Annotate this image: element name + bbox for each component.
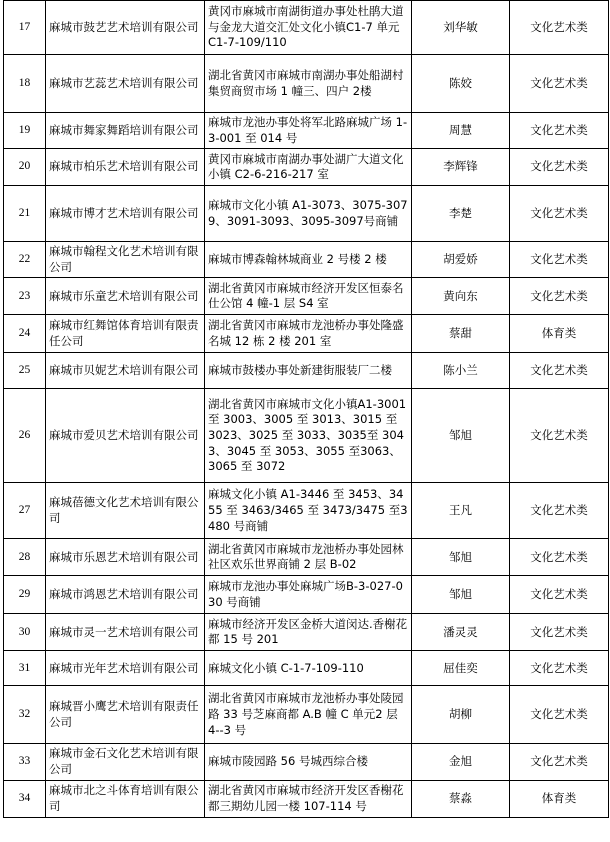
- table-row: [4, 744, 609, 780]
- table-row: [4, 113, 609, 149]
- legal-person: 李辉锋: [412, 149, 510, 186]
- row-number: 21: [4, 186, 46, 242]
- org-name: 麻城市乐童艺术培训有限公司: [46, 278, 205, 315]
- org-name: 麻城市光年艺术培训有限公司: [46, 651, 205, 686]
- legal-person: 邹旭: [412, 389, 510, 483]
- org-name: 麻城市博才艺术培训有限公司: [46, 186, 205, 242]
- org-type: 文化艺术类: [510, 539, 609, 576]
- org-type: 文化艺术类: [510, 744, 609, 780]
- registry-table-body: [4, 1, 609, 818]
- table-row: [4, 576, 609, 614]
- org-address: 湖北省黄冈市麻城市文化小镇A1-3001 至 3003、3005 至 3013、3015 至 3023、3025 至 3033、3035至 3043、3045 至 3053、3055 至3063、 3065 至 3072: [205, 389, 412, 483]
- row-number: 29: [4, 576, 46, 614]
- org-address: 湖北省黄冈市麻城市经济开发区恒泰名仕公馆 4 幢-1 层 S4 室: [205, 278, 412, 315]
- org-name: 麻城市红舞馆体育培训有限责任公司: [46, 315, 205, 353]
- table-row: [4, 1, 609, 55]
- org-address: 麻城市博森翰林城商业 2 号楼 2 楼: [205, 242, 412, 278]
- legal-person: 周慧: [412, 113, 510, 149]
- row-number: 19: [4, 113, 46, 149]
- org-type: 文化艺术类: [510, 278, 609, 315]
- org-address: 湖北省黄冈市麻城市龙池桥办事处陵园路 33 号芝麻商都 A.B 幢 C 单元2 层 4--3 号: [205, 686, 412, 744]
- table-row: [4, 686, 609, 744]
- row-number: 20: [4, 149, 46, 186]
- org-type: 文化艺术类: [510, 1, 609, 55]
- legal-person: 陈姣: [412, 55, 510, 113]
- org-type: 文化艺术类: [510, 686, 609, 744]
- org-type: 文化艺术类: [510, 55, 609, 113]
- org-address: 麻城市陵园路 56 号城西综合楼: [205, 744, 412, 780]
- org-type: 文化艺术类: [510, 614, 609, 651]
- org-name: 麻城市爱贝艺术培训有限公司: [46, 389, 205, 483]
- legal-person: 胡柳: [412, 686, 510, 744]
- legal-person: 蔡甜: [412, 315, 510, 353]
- org-name: 麻城市艺蕊艺术培训有限公司: [46, 55, 205, 113]
- org-type: 文化艺术类: [510, 186, 609, 242]
- table-row: [4, 149, 609, 186]
- legal-person: 金旭: [412, 744, 510, 780]
- legal-person: 胡爱娇: [412, 242, 510, 278]
- org-address: 麻城市经济开发区金桥大道闵达.香榭花都 15 号 201: [205, 614, 412, 651]
- row-number: 23: [4, 278, 46, 315]
- org-address: 麻城市鼓楼办事处新建街服装厂二楼: [205, 353, 412, 389]
- row-number: 27: [4, 483, 46, 539]
- table-row: [4, 315, 609, 353]
- org-type: 文化艺术类: [510, 651, 609, 686]
- org-name: 麻城市北之斗体育培训有限公司: [46, 780, 205, 817]
- legal-person: 刘华敏: [412, 1, 510, 55]
- org-address: 麻城市龙池办事处将军北路麻城广场 1-3-001 至 014 号: [205, 113, 412, 149]
- org-name: 麻城市贝妮艺术培训有限公司: [46, 353, 205, 389]
- table-row: [4, 55, 609, 113]
- org-name: 麻城蓓德文化艺术培训有限公司: [46, 483, 205, 539]
- table-row: [4, 651, 609, 686]
- legal-person: 黄向东: [412, 278, 510, 315]
- row-number: 33: [4, 744, 46, 780]
- row-number: 30: [4, 614, 46, 651]
- table-row: [4, 539, 609, 576]
- org-name: 麻城市鼓艺艺术培训有限公司: [46, 1, 205, 55]
- org-address: 麻城文化小镇 C-1-7-109-110: [205, 651, 412, 686]
- org-type: 文化艺术类: [510, 389, 609, 483]
- table-row: [4, 389, 609, 483]
- org-name: 麻城晋小鹰艺术培训有限责任公司: [46, 686, 205, 744]
- table-row: [4, 353, 609, 389]
- legal-person: 王凡: [412, 483, 510, 539]
- org-type: 文化艺术类: [510, 576, 609, 614]
- org-type: 文化艺术类: [510, 149, 609, 186]
- row-number: 24: [4, 315, 46, 353]
- org-type: 文化艺术类: [510, 353, 609, 389]
- org-type: 体育类: [510, 780, 609, 817]
- org-address: 麻城市文化小镇 A1-3073、3075-3079、3091-3093、3095-3097号商铺: [205, 186, 412, 242]
- row-number: 25: [4, 353, 46, 389]
- registry-table: [3, 0, 609, 818]
- row-number: 17: [4, 1, 46, 55]
- org-name: 麻城市鸿恩艺术培训有限公司: [46, 576, 205, 614]
- org-name: 麻城市灵一艺术培训有限公司: [46, 614, 205, 651]
- org-address: 黄冈市麻城市南湖办事处湖广大道文化小镇 C2-6-216-217 室: [205, 149, 412, 186]
- table-row: [4, 483, 609, 539]
- org-name: 麻城市舞家舞蹈培训有限公司: [46, 113, 205, 149]
- org-type: 文化艺术类: [510, 242, 609, 278]
- org-name: 麻城市翰程文化艺术培训有限公司: [46, 242, 205, 278]
- org-type: 文化艺术类: [510, 483, 609, 539]
- org-type: 体育类: [510, 315, 609, 353]
- row-number: 28: [4, 539, 46, 576]
- table-row: [4, 242, 609, 278]
- org-address: 湖北省黄冈市麻城市南湖办事处船湖村集贸商贸市场 1 幢三、四户 2楼: [205, 55, 412, 113]
- org-address: 湖北省黄冈市麻城市经济开发区香榭花都三期幼儿园一楼 107-114 号: [205, 780, 412, 817]
- row-number: 34: [4, 780, 46, 817]
- org-name: 麻城市金石文化艺术培训有限公司: [46, 744, 205, 780]
- row-number: 26: [4, 389, 46, 483]
- table-row: [4, 186, 609, 242]
- org-address: 黄冈市麻城市南湖街道办事处杜鹃大道与金龙大道交汇处文化小镇C1-7 单元 C1-7-109/110: [205, 1, 412, 55]
- legal-person: 屈佳奕: [412, 651, 510, 686]
- legal-person: 蔡淼: [412, 780, 510, 817]
- row-number: 31: [4, 651, 46, 686]
- legal-person: 邹旭: [412, 576, 510, 614]
- row-number: 32: [4, 686, 46, 744]
- org-address: 麻城市龙池办事处麻城广场B-3-027-030 号商铺: [205, 576, 412, 614]
- table-row: [4, 278, 609, 315]
- org-type: 文化艺术类: [510, 113, 609, 149]
- org-address: 湖北省黄冈市麻城市龙池桥办事处隆盛名城 12 栋 2 楼 201 室: [205, 315, 412, 353]
- org-name: 麻城市乐恩艺术培训有限公司: [46, 539, 205, 576]
- org-address: 湖北省黄冈市麻城市龙池桥办事处园林社区欢乐世界商铺 2 层 B-02: [205, 539, 412, 576]
- legal-person: 李楚: [412, 186, 510, 242]
- org-name: 麻城市柏乐艺术培训有限公司: [46, 149, 205, 186]
- row-number: 18: [4, 55, 46, 113]
- table-row: [4, 780, 609, 817]
- row-number: 22: [4, 242, 46, 278]
- legal-person: 邹旭: [412, 539, 510, 576]
- legal-person: 陈小兰: [412, 353, 510, 389]
- table-row: [4, 614, 609, 651]
- legal-person: 潘灵灵: [412, 614, 510, 651]
- org-address: 麻城文化小镇 A1-3446 至 3453、3455 至 3463/3465 至 3473/3475 至3480 号商铺: [205, 483, 412, 539]
